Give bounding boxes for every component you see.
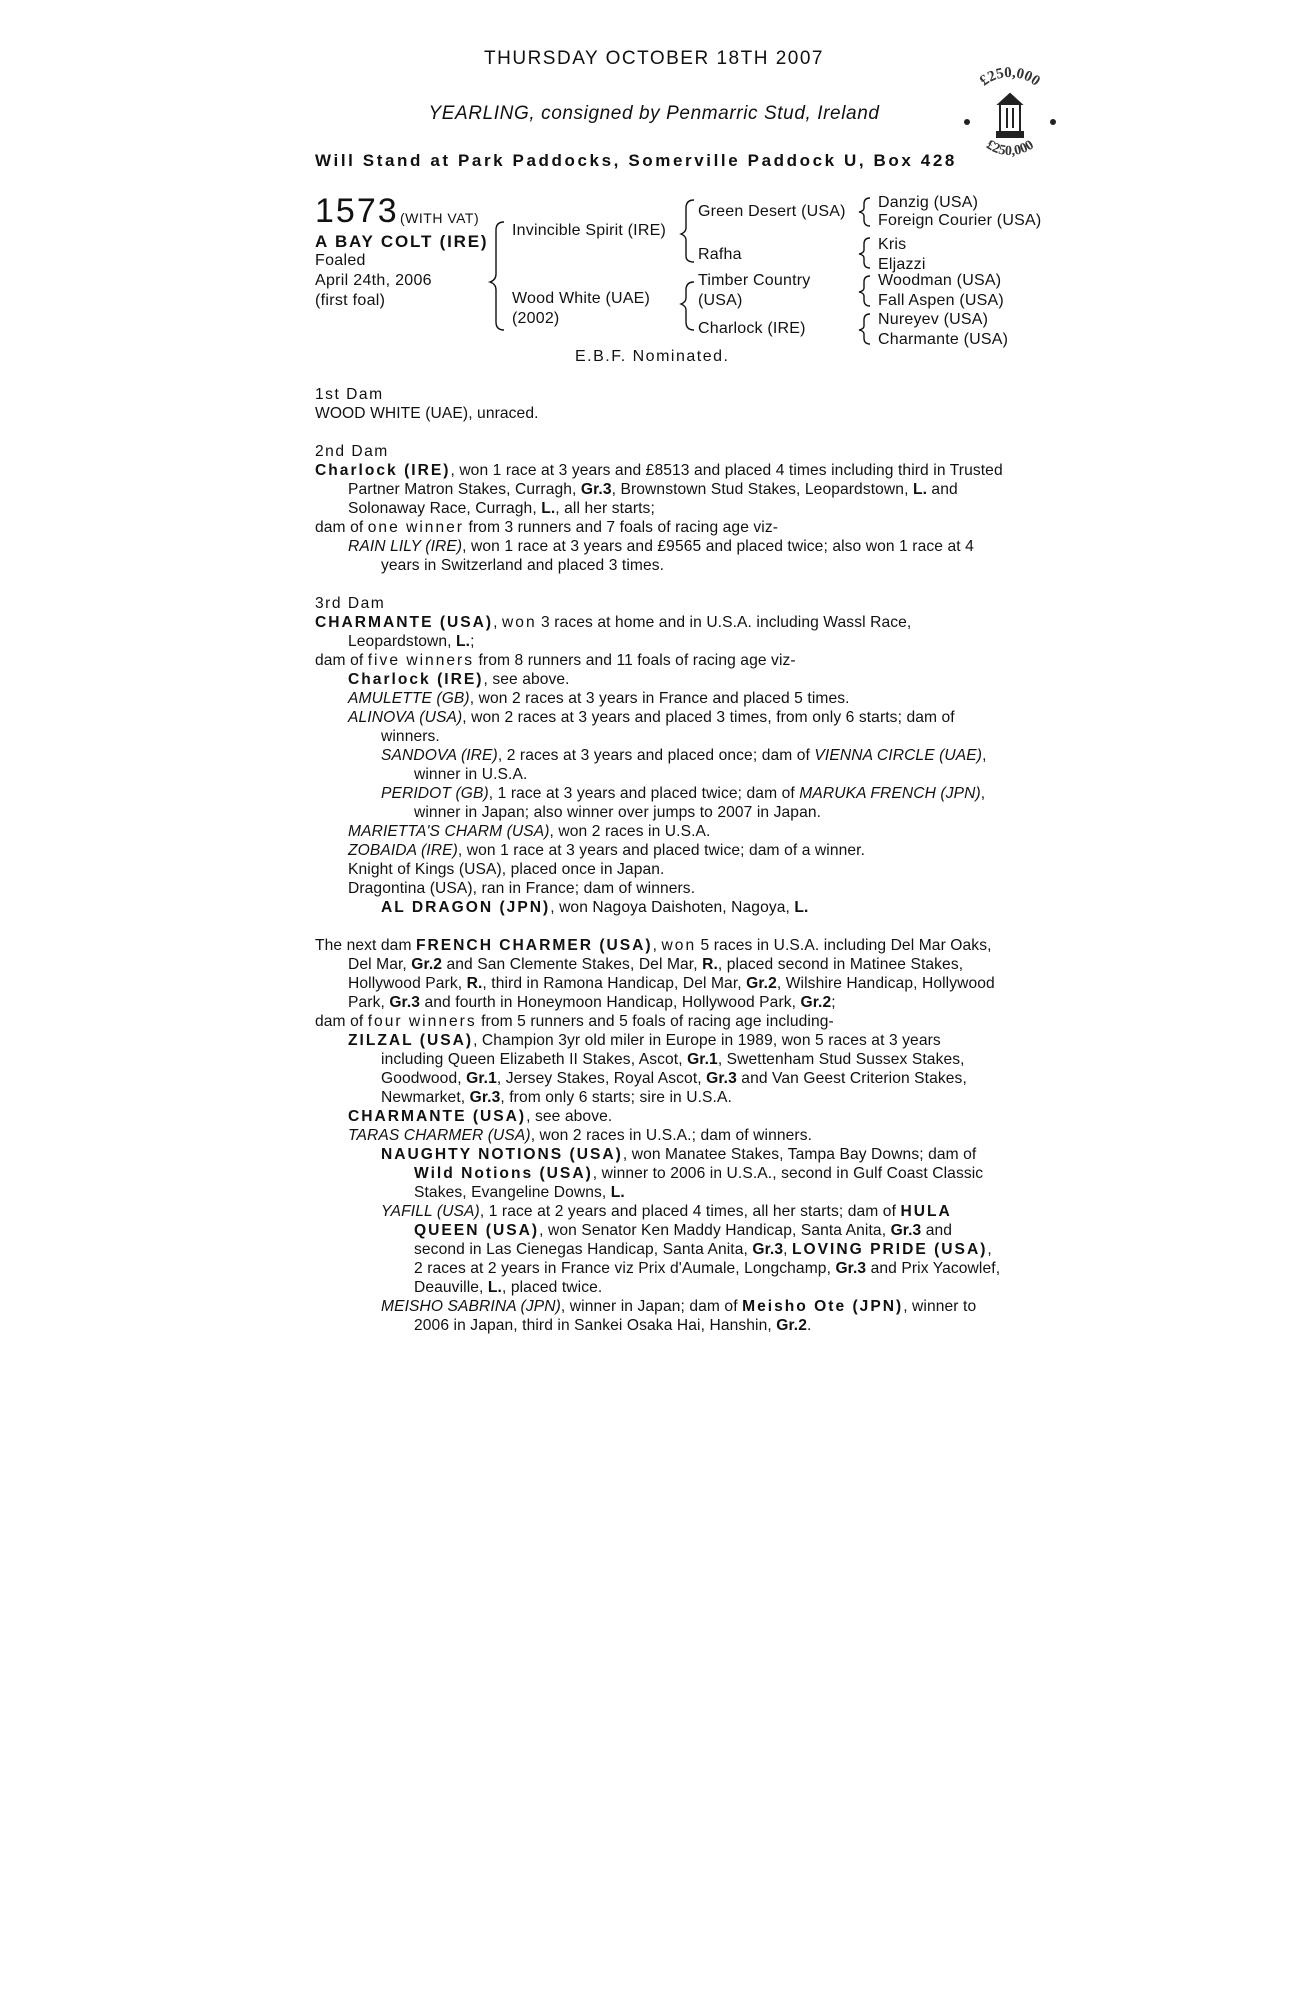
g3-4: Eljazzi	[878, 256, 926, 273]
list-item: AL DRAGON (JPN), won Nagoya Daishoten, Nagoya, L.	[381, 899, 809, 916]
stand-location: Will Stand at Park Paddocks, Somerville Paddock U, Box 428	[315, 151, 957, 170]
lot-title: A BAY COLT (IRE)	[315, 232, 489, 251]
dam-name: Wood White (UAE)	[512, 290, 651, 307]
g3-3: Kris	[878, 236, 907, 253]
consignor-line: YEARLING, consigned by Penmarric Stud, Ireland	[428, 103, 880, 124]
third-dam-produce: dam of five winners from 8 runners and 11 foals of racing age viz-	[315, 652, 796, 669]
g3-7: Nureyev (USA)	[878, 311, 989, 328]
first-foal-note: (first foal)	[315, 292, 386, 309]
second-dam-title: 2nd Dam	[315, 443, 389, 460]
list-item: RAIN LILY (IRE), won 1 race at 3 years and £9565 and placed twice; also won 1 race at 4 years in Switzerland and placed 3 times.	[348, 538, 974, 574]
list-item: Knight of Kings (USA), placed once in Japan.	[348, 861, 665, 878]
next-dam-produce: dam of four winners from 5 runners and 5 foals of racing age including-	[315, 1013, 834, 1030]
list-item: ZILZAL (USA), Champion 3yr old miler in Europe in 1989, won 5 races at 3 years including Queen Elizabeth II Stakes, Ascot, Gr.1, Swettenham Stud Sussex Stakes, Goodwood, Gr.1, Jersey Stakes, Royal Ascot, Gr.3 and Van Geest Criterion Stakes, Newmarket, Gr.3, from only 6 starts; sire in U.S.A.	[348, 1032, 967, 1106]
foaled-label: Foaled	[315, 252, 366, 269]
list-item: TARAS CHARMER (USA), won 2 races in U.S.A.; dam of winners.	[348, 1127, 813, 1144]
sire-dam: Rafha	[698, 246, 742, 263]
g3-2: Foreign Courier (USA)	[878, 212, 1042, 229]
third-dam-title: 3rd Dam	[315, 595, 386, 612]
second-dam-record: Charlock (IRE), won 1 race at 3 years and £8513 and placed 4 times including third in Trusted Partner Matron Stakes, Curragh, Gr.3, Brownstown Stud Stakes, Leopardstown, L. and Solonaway Race, Curragh, L., all her starts;	[315, 462, 1003, 517]
next-dam-record: The next dam FRENCH CHARMER (USA), won 5 races in U.S.A. including Del Mar Oaks, Del Mar, Gr.2 and San Clemente Stakes, Del Mar, R., placed second in Matinee Stakes, Hollywood Park, R., third in Ramona Handicap, Del Mar, Gr.2, Wilshire Handicap, Hollywood Park, Gr.3 and fourth in Honeymoon Handicap, Hollywood Park, Gr.2;	[315, 937, 995, 1011]
seal-bottom-text: £250,000	[983, 137, 1037, 160]
list-item: Charlock (IRE), see above.	[348, 671, 570, 688]
list-item: NAUGHTY NOTIONS (USA), won Manatee Stakes, Tampa Bay Downs; dam of Wild Notions (USA), winner to 2006 in U.S.A., second in Gulf Coast Classic Stakes, Evangeline Downs, L.	[381, 1146, 984, 1201]
list-item: Dragontina (USA), ran in France; dam of winners.	[348, 880, 696, 897]
pedigree-brackets	[0, 0, 1308, 360]
list-item: CHARMANTE (USA), see above.	[348, 1108, 613, 1125]
foaled-date: April 24th, 2006	[315, 272, 432, 289]
list-item: MARIETTA'S CHARM (USA), won 2 races in U.S.A.	[348, 823, 711, 840]
dam-year: (2002)	[512, 310, 560, 327]
g3-1: Danzig (USA)	[878, 194, 979, 211]
first-dam-title: 1st Dam	[315, 386, 384, 403]
dam-dam: Charlock (IRE)	[698, 320, 806, 337]
list-item: PERIDOT (GB), 1 race at 3 years and placed twice; dam of MARUKA FRENCH (JPN), winner in Japan; also winner over jumps to 2007 in Japan.	[381, 785, 986, 821]
first-dam-text: WOOD WHITE (UAE), unraced.	[315, 405, 539, 422]
sale-date: THURSDAY OCTOBER 18TH 2007	[484, 48, 824, 69]
third-dam-record: CHARMANTE (USA), won 3 races at home and in U.S.A. including Wassl Race, Leopardstown, L.;	[315, 614, 912, 650]
ebf-nominated: E.B.F. Nominated.	[575, 348, 730, 365]
list-item: YAFILL (USA), 1 race at 2 years and placed 4 times, all her starts; dam of HULA QUEEN (USA), won Senator Ken Maddy Handicap, Santa Anita, Gr.3 and second in Las Cienegas Handicap, Santa Anita, Gr.3, LOVING PRIDE (USA), 2 races at 2 years in France viz Prix d'Aumale, Longchamp, Gr.3 and Prix Yacowlef, Deauville, L., placed twice.	[381, 1203, 1001, 1296]
dam-sire-line1: Timber Country	[698, 272, 811, 289]
second-dam-produce: dam of one winner from 3 runners and 7 foals of racing age viz-	[315, 519, 779, 536]
pedigree-notes	[315, 385, 1005, 1335]
vat-note: (WITH VAT)	[400, 210, 480, 226]
list-item: ALINOVA (USA), won 2 races at 3 years and placed 3 times, from only 6 starts; dam of winners.	[348, 709, 955, 745]
lot-number: 1573	[315, 192, 399, 230]
sire-sire: Green Desert (USA)	[698, 203, 846, 220]
seal-top-text: £250,000	[977, 64, 1043, 90]
g3-5: Woodman (USA)	[878, 272, 1002, 289]
list-item: AMULETTE (GB), won 2 races at 3 years in France and placed 5 times.	[348, 690, 850, 707]
sire-name: Invincible Spirit (IRE)	[512, 222, 666, 239]
list-item: ZOBAIDA (IRE), won 1 race at 3 years and placed twice; dam of a winner.	[348, 842, 866, 859]
g3-6: Fall Aspen (USA)	[878, 292, 1004, 309]
dam-sire-line2: (USA)	[698, 292, 743, 309]
list-item: SANDOVA (IRE), 2 races at 3 years and placed once; dam of VIENNA CIRCLE (UAE), winner in U.S.A.	[381, 747, 987, 783]
list-item: MEISHO SABRINA (JPN), winner in Japan; dam of Meisho Ote (JPN), winner to 2006 in Japan, third in Sankei Osaka Hai, Hanshin, Gr.2.	[381, 1298, 977, 1334]
g3-8: Charmante (USA)	[878, 331, 1009, 348]
